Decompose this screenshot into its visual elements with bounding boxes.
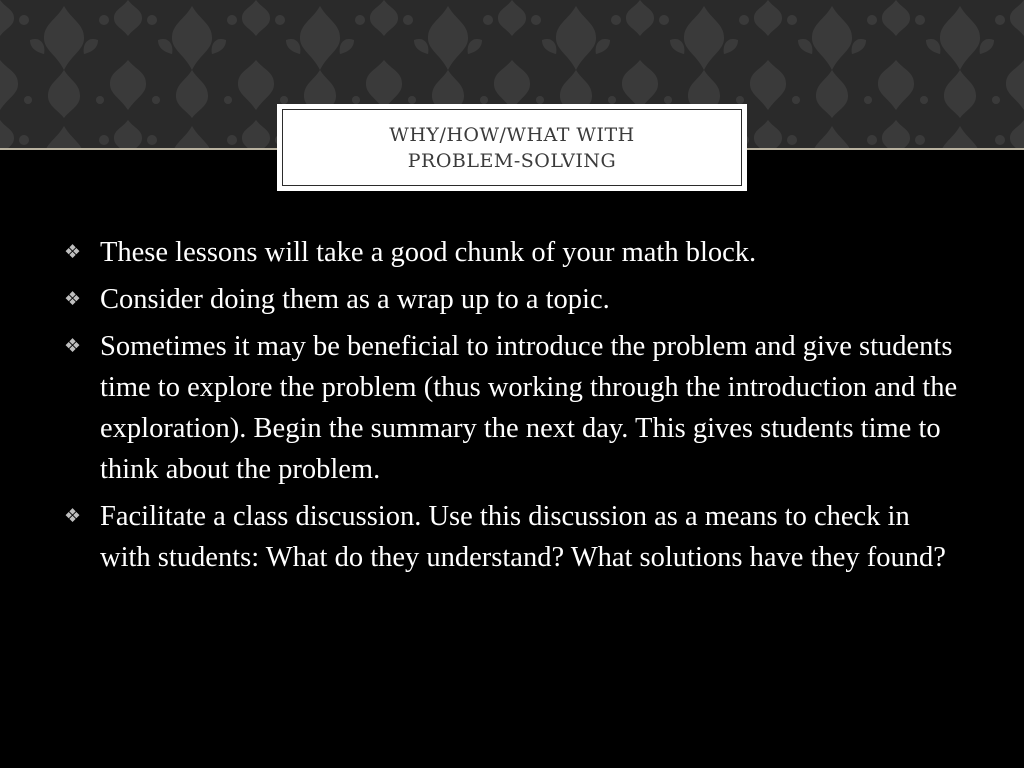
title-frame — [282, 109, 742, 186]
list-item — [64, 496, 964, 578]
diamond-bullet-icon: ❖ — [64, 505, 82, 527]
bullet-list — [64, 232, 964, 584]
slide-title-line-1: WHY/HOW/WHAT WITH — [389, 123, 635, 146]
slide-title-line-2: PROBLEM-SOLVING — [407, 149, 617, 172]
title-box — [277, 104, 747, 191]
diamond-bullet-icon: ❖ — [64, 241, 82, 263]
bullet-text: Sometimes it may be beneficial to introduce the problem and give students time to explore the problem (thus working through the introduction and the exploration). Begin the summary the next day. This gives students time to think about the problem. — [100, 331, 958, 485]
bullet-text: Consider doing them as a wrap up to a topic. — [100, 284, 610, 315]
list-item — [64, 232, 964, 273]
list-item — [64, 326, 964, 490]
diamond-bullet-icon: ❖ — [64, 288, 82, 310]
bullet-text: Facilitate a class discussion. Use this discussion as a means to check in with students: What do they understand? What solutions have they found? — [100, 501, 946, 573]
diamond-bullet-icon: ❖ — [64, 335, 82, 357]
list-item — [64, 279, 964, 320]
bullet-text: These lessons will take a good chunk of your math block. — [100, 237, 757, 268]
